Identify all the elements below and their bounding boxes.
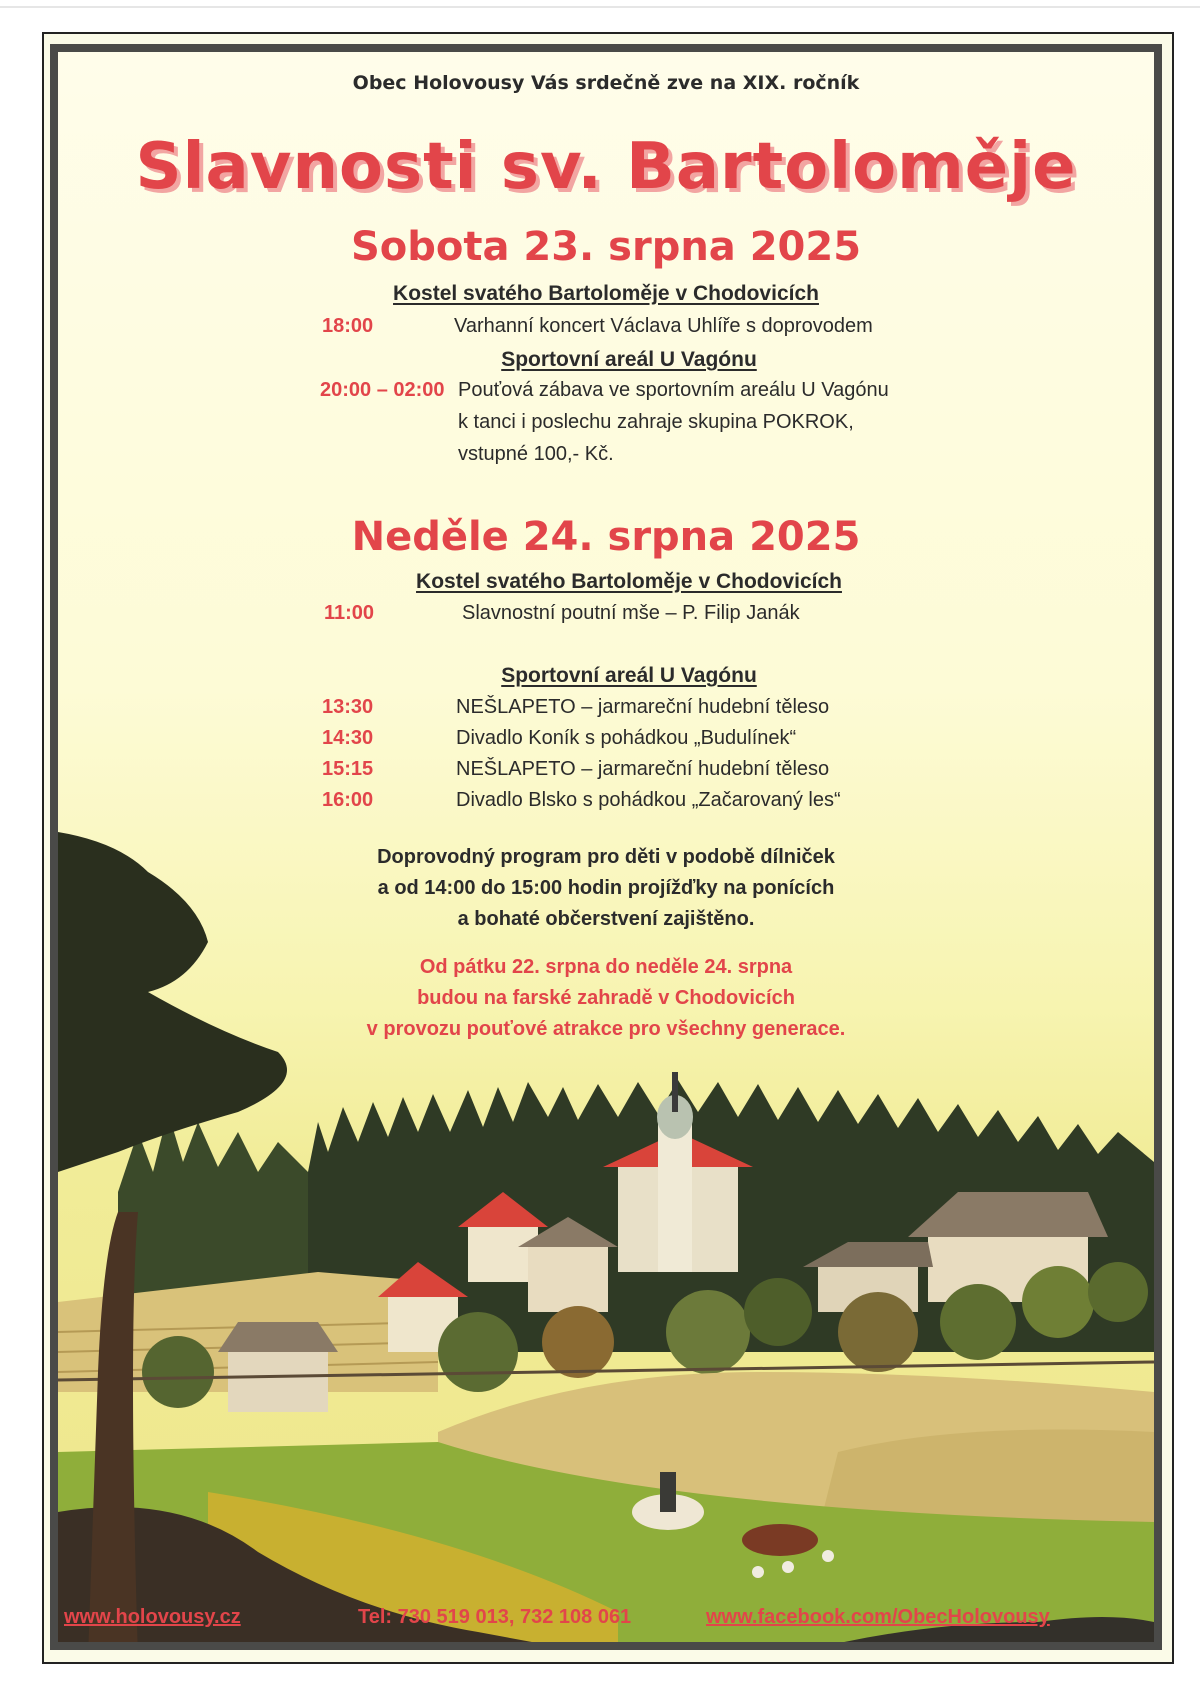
event-time: 16:00 (322, 789, 374, 811)
event-time: 20:00 – 02:00 (320, 379, 445, 401)
poster (50, 44, 1162, 1650)
event-desc: Pouťová zábava ve sportovním areálu U Vagónu (458, 379, 889, 401)
event-time: 15:15 (322, 758, 374, 780)
kids-line-2: a od 14:00 do 15:00 hodin projížďky na ponících (377, 877, 835, 899)
event-desc: NEŠLAPETO – jarmareční hudební těleso (456, 696, 830, 718)
facebook-link[interactable]: www.facebook.com/ObecHolovousy (706, 1606, 1050, 1628)
website-link[interactable]: www.holovousy.cz (64, 1606, 241, 1628)
poster-title: Slavnosti sv. Bartoloměje (135, 130, 1077, 204)
event-time: 14:30 (322, 727, 374, 749)
sunday-venue-church: Kostel svatého Bartoloměje v Chodovicích (416, 570, 842, 593)
event-desc-line2: k tanci i poslechu zahraje skupina POKROK, (458, 411, 854, 433)
sunday-venue-sport: Sportovní areál U Vagónu (501, 664, 757, 687)
event-desc: Divadlo Koník s pohádkou „Budulínek“ (456, 727, 797, 749)
saturday-heading: Sobota 23. srpna 2025 (350, 224, 862, 270)
rides-line-3: v provozu pouťové atrakce pro všechny generace. (366, 1018, 846, 1040)
event-time: 13:30 (322, 696, 374, 718)
rides-line-2: budou na farské zahradě v Chodovicích (417, 987, 795, 1009)
event-desc: Slavnostní poutní mše – P. Filip Janák (462, 602, 800, 624)
event-time: 18:00 (322, 315, 374, 337)
rides-notice (58, 952, 1154, 1045)
invite-line: Obec Holovousy Vás srdečně zve na XIX. ročník (352, 72, 860, 94)
event-desc: Divadlo Blsko s pohádkou „Začarovaný les“ (456, 789, 841, 811)
event-desc-line3: vstupné 100,- Kč. (458, 443, 614, 465)
phone-numbers: Tel: 730 519 013, 732 108 061 (358, 1606, 632, 1628)
kids-line-3: a bohaté občerstvení zajištěno. (457, 908, 755, 930)
rides-line-1: Od pátku 22. srpna do neděle 24. srpna (419, 956, 793, 978)
event-desc: Varhanní koncert Václava Uhlíře s doprovodem (454, 315, 873, 337)
sunday-heading: Neděle 24. srpna 2025 (351, 514, 861, 560)
event-desc: NEŠLAPETO – jarmareční hudební těleso (456, 758, 830, 780)
kids-line-1: Doprovodný program pro děti v podobě dílniček (377, 846, 835, 868)
scan-top-edge (0, 6, 1200, 8)
event-time: 11:00 (324, 602, 375, 624)
poster-footer (58, 1596, 1154, 1642)
saturday-venue-church: Kostel svatého Bartoloměje v Chodovicích (393, 282, 819, 305)
saturday-venue-sport: Sportovní areál U Vagónu (501, 348, 757, 371)
